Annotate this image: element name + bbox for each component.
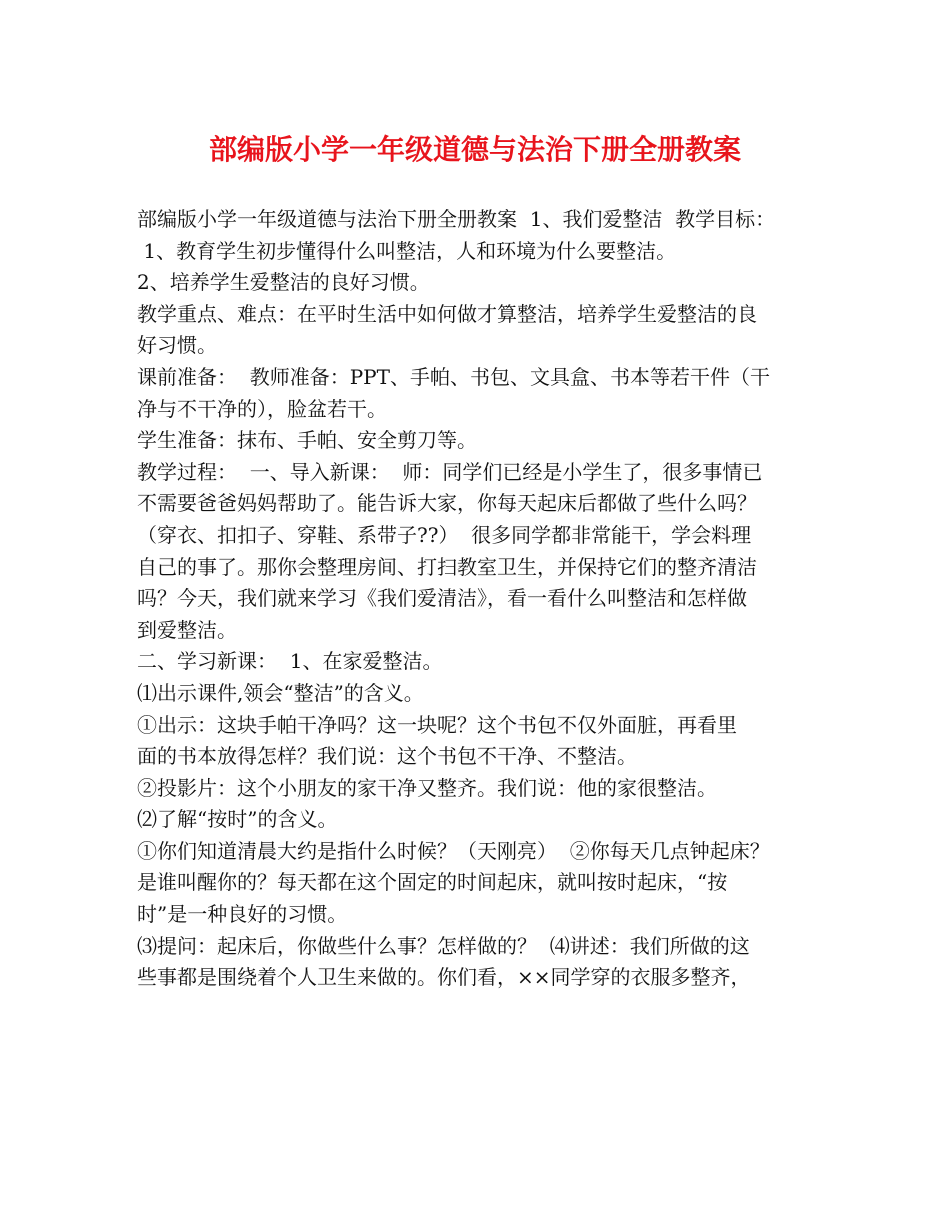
text-line: 吗？今天，我们就来学习《我们爱清洁》，看一看什么叫整洁和怎样做 bbox=[137, 586, 747, 611]
text-line: 自己的事了。那你会整理房间、打扫教室卫生，并保持它们的整齐清洁 bbox=[137, 554, 757, 579]
text-line: 时”是一种良好的习惯。 bbox=[137, 902, 348, 927]
text-line: 部编版小学一年级道德与法治下册全册教案 1、我们爱整洁 教学目标： bbox=[137, 207, 776, 231]
text-line: 些事都是围绕着个人卫生来做的。你们看，××同学穿的衣服多整齐， bbox=[137, 965, 751, 990]
text-line: （穿衣、扣扣子、穿鞋、系带子??） 很多同学都非常能干，学会料理 bbox=[137, 522, 752, 547]
text-line: 面的书本放得怎样？我们说：这个书包不干净、不整洁。 bbox=[137, 744, 637, 769]
text-line: 1、教育学生初步懂得什么叫整洁，人和环境为什么要整洁。 bbox=[137, 238, 677, 263]
text-line: 二、学习新课： 1、在家爱整洁。 bbox=[137, 649, 443, 674]
text-line: 净与不干净的），脸盆若干。 bbox=[137, 396, 387, 421]
document-body bbox=[137, 204, 827, 994]
text-line: 课前准备： 教师准备：PPT、手帕、书包、文具盒、书本等若干件（干 bbox=[137, 364, 770, 389]
text-line: ⑵了解“按时”的含义。 bbox=[137, 807, 338, 832]
text-line: 学生准备：抹布、手帕、安全剪刀等。 bbox=[137, 428, 477, 453]
text-line: 是谁叫醒你的？每天都在这个固定的时间起床，就叫按时起床，“按 bbox=[137, 870, 728, 895]
text-line: 到爱整洁。 bbox=[137, 617, 237, 642]
text-line: ⑴出示课件,领会“整洁”的含义。 bbox=[137, 680, 424, 705]
text-line: ①你们知道清晨大约是指什么时候？（天刚亮） ②你每天几点钟起床？ bbox=[137, 838, 770, 863]
text-line: 好习惯。 bbox=[137, 333, 217, 358]
text-line: ①出示：这块手帕干净吗？这一块呢？这个书包不仅外面脏，再看里 bbox=[137, 712, 737, 737]
text-line: ②投影片：这个小朋友的家干净又整齐。我们说：他的家很整洁。 bbox=[137, 775, 717, 800]
document-title: 部编版小学一年级道德与法治下册全册教案 bbox=[208, 133, 741, 166]
text-line: ⑶提问：起床后，你做些什么事？怎样做的？ ⑷讲述：我们所做的这 bbox=[137, 933, 750, 958]
text-line: 2、培养学生爱整洁的良好习惯。 bbox=[137, 270, 430, 295]
text-line: 不需要爸爸妈妈帮助了。能告诉大家，你每天起床后都做了些什么吗？ bbox=[137, 491, 757, 516]
text-line: 教学重点、难点：在平时生活中如何做才算整洁，培养学生爱整洁的良 bbox=[137, 301, 757, 326]
text-line: 教学过程： 一、导入新课： 师：同学们已经是小学生了，很多事情已 bbox=[137, 459, 763, 484]
